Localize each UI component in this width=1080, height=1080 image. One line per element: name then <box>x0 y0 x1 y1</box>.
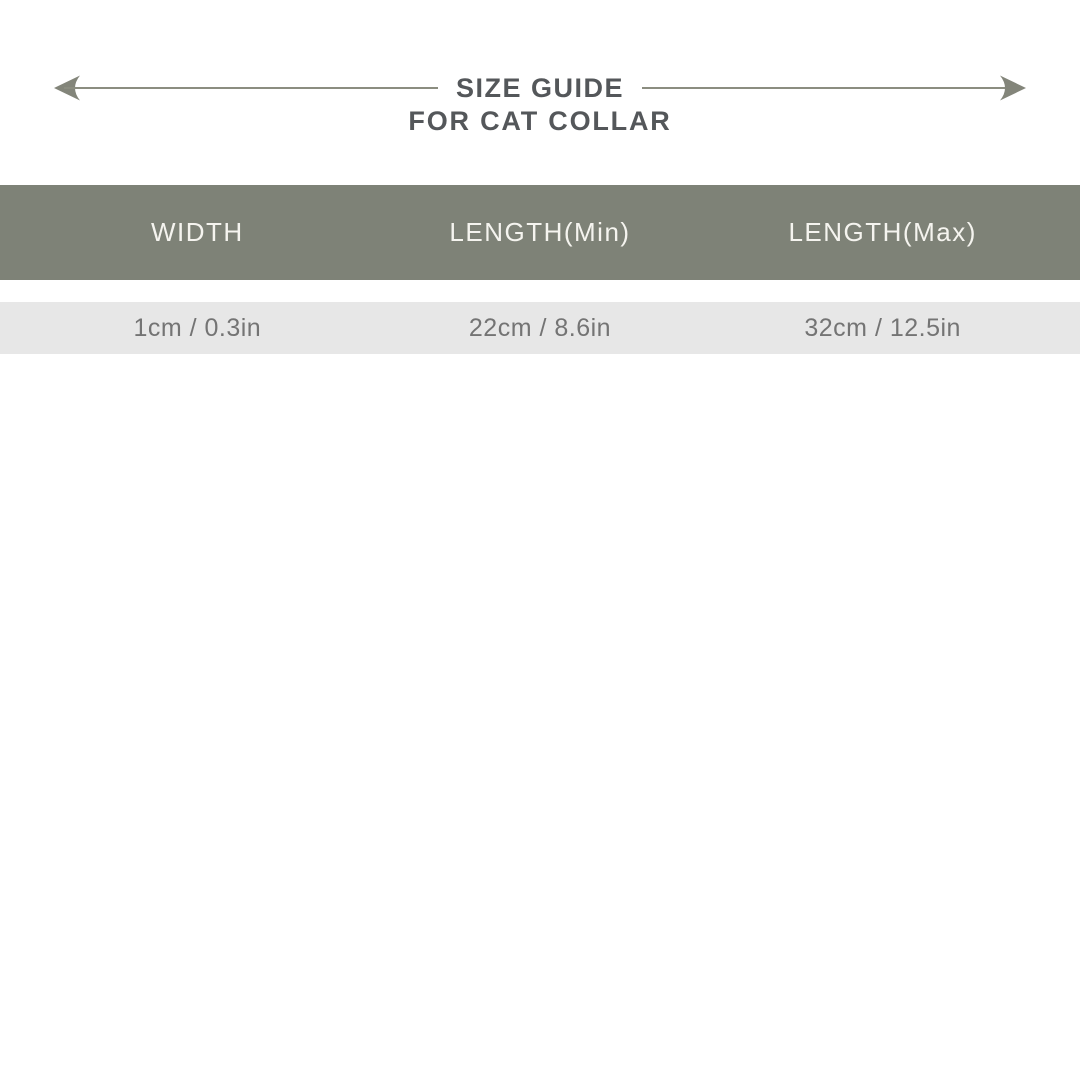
table-header-row <box>0 185 1080 280</box>
left-arrow-line <box>64 87 438 89</box>
cell-length-min-value: 22cm / 8.6in <box>468 313 612 342</box>
page-title: SIZE GUIDE <box>455 72 625 103</box>
table-row <box>0 302 1080 354</box>
right-arrow-rule <box>642 74 1026 102</box>
table-row-gap <box>0 280 1080 302</box>
page-subtitle: FOR CAT COLLAR <box>408 106 672 136</box>
title-row <box>0 74 1080 102</box>
right-arrow-line <box>642 87 1016 89</box>
cell-length-max-value: 32cm / 12.5in <box>804 313 961 342</box>
column-header-length-min: LENGTH(Min) <box>449 217 631 247</box>
size-guide-table <box>0 185 1080 354</box>
cell-width-value: 1cm / 0.3in <box>133 313 262 342</box>
arrow-right-icon <box>1000 74 1026 102</box>
left-arrow-rule <box>54 74 438 102</box>
column-header-width: WIDTH <box>150 217 244 247</box>
column-header-length-max: LENGTH(Max) <box>788 217 977 247</box>
title-block <box>0 0 1080 137</box>
